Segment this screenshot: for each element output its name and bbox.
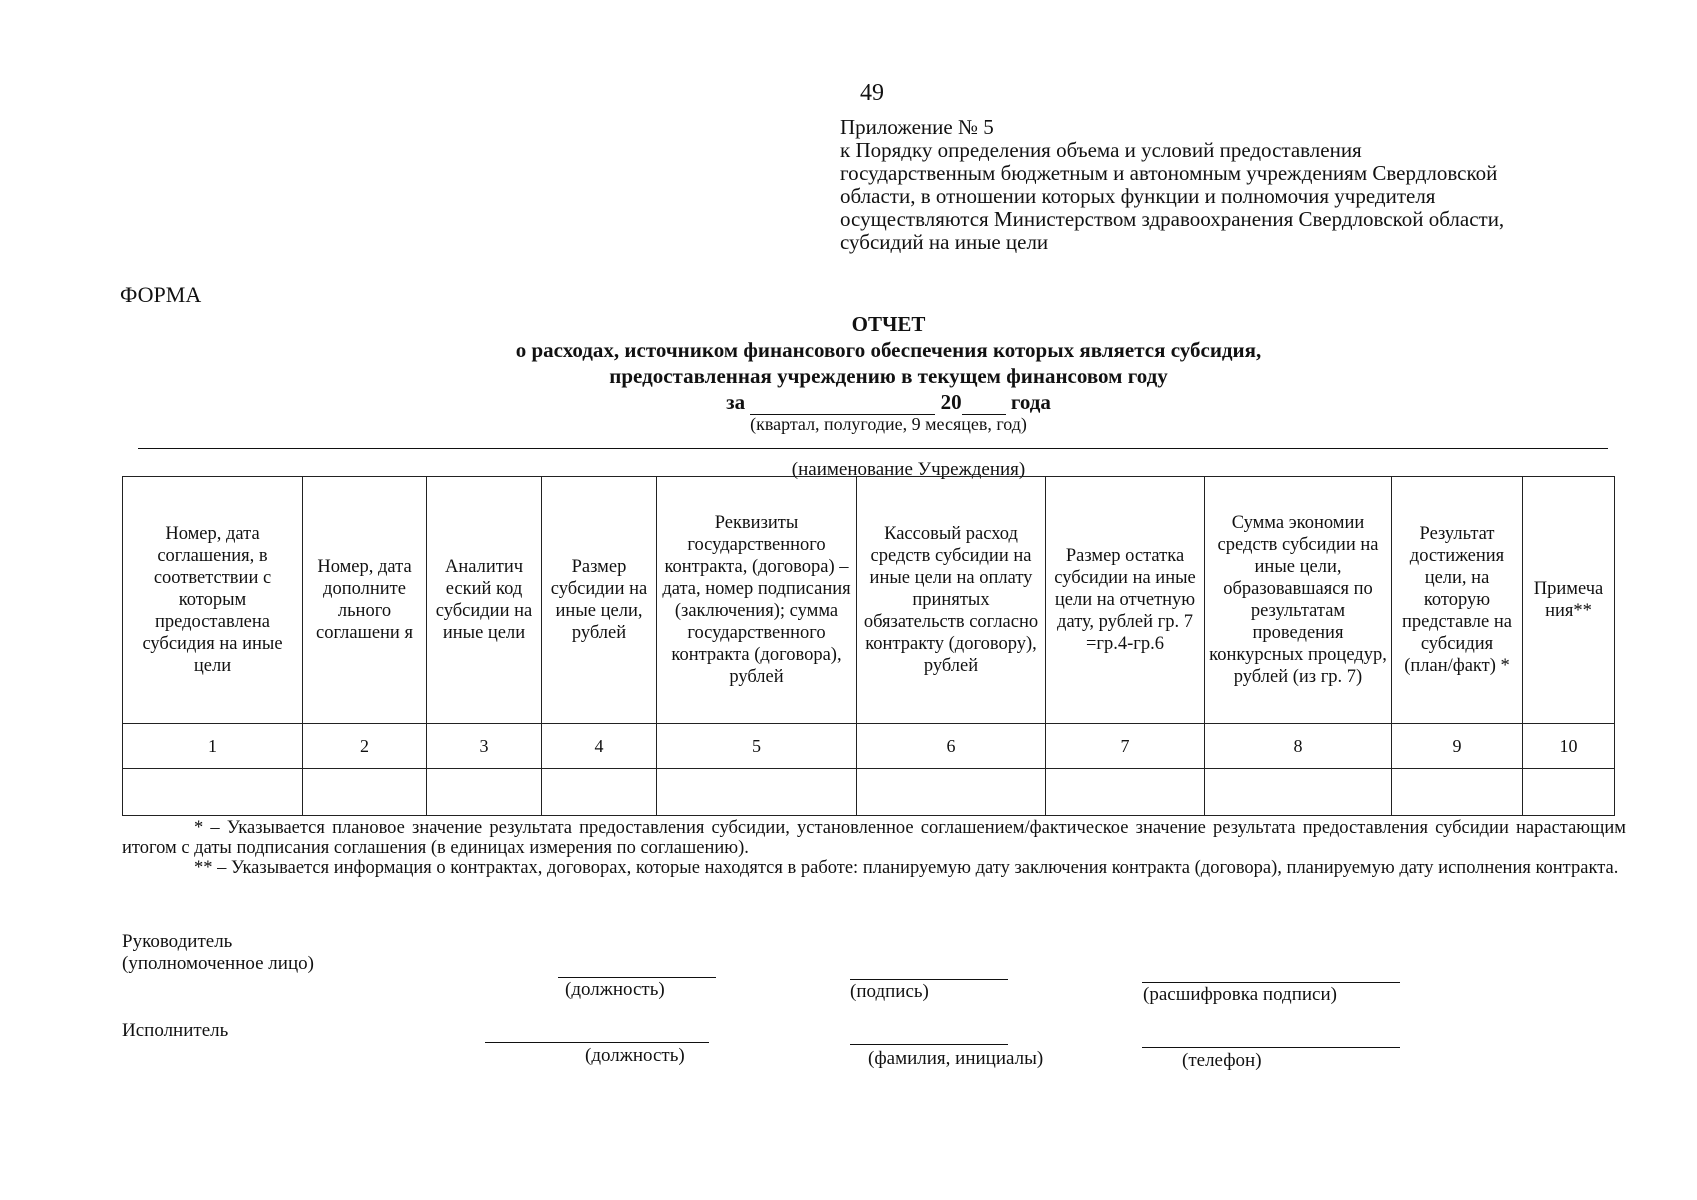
column-number: 5 <box>657 724 857 769</box>
table-data-row <box>123 769 1615 816</box>
year-blank[interactable] <box>962 389 1006 415</box>
exec-name-line[interactable] <box>850 1044 1008 1045</box>
data-cell[interactable] <box>1523 769 1615 816</box>
data-cell[interactable] <box>123 769 303 816</box>
column-number: 2 <box>303 724 427 769</box>
column-header: Размер остатка субсидии на иные цели на отчетную дату, рублей гр. 7 =гр.4-гр.6 <box>1046 477 1205 724</box>
appendix-header <box>840 116 1640 254</box>
column-number: 10 <box>1523 724 1615 769</box>
footnotes <box>122 818 1626 878</box>
head-signature-caption: (подпись) <box>850 981 929 1002</box>
exec-phone-caption: (телефон) <box>1182 1050 1262 1071</box>
period-prefix: за <box>726 390 746 414</box>
footnote-2: ** – Указывается информация о контрактах, договорах, которые находятся в работе: планируемую дату заключения контракта (договора), планируемую дату исполнения контракта. <box>194 858 1619 878</box>
column-header: Аналитич еский код субсидии на иные цели <box>427 477 542 724</box>
report-subtitle-line2: предоставленная учреждению в текущем финансовом году <box>609 364 1168 388</box>
column-number: 3 <box>427 724 542 769</box>
exec-name-caption: (фамилия, инициалы) <box>868 1048 1044 1069</box>
column-number: 7 <box>1046 724 1205 769</box>
data-cell[interactable] <box>542 769 657 816</box>
data-cell[interactable] <box>657 769 857 816</box>
exec-position-line[interactable] <box>485 1042 709 1043</box>
exec-position-caption: (должность) <box>585 1045 685 1066</box>
column-number: 4 <box>542 724 657 769</box>
appendix-line: осуществляются Министерством здравоохранения Свердловской области, <box>840 207 1505 231</box>
head-position-line[interactable] <box>558 977 716 978</box>
period-hint: (квартал, полугодие, 9 месяцев, год) <box>750 414 1027 434</box>
report-period <box>40 389 1697 415</box>
table-header-row <box>123 477 1615 724</box>
report-title: ОТЧЕТ <box>851 312 926 336</box>
head-decoding-line[interactable] <box>1142 982 1400 983</box>
data-cell[interactable] <box>1046 769 1205 816</box>
head-position-caption: (должность) <box>565 979 665 1000</box>
appendix-line: государственным бюджетным и автономным учреждениям Свердловской <box>840 161 1498 185</box>
column-number: 6 <box>857 724 1046 769</box>
head-decoding-caption: (расшифровка подписи) <box>1143 984 1337 1005</box>
appendix-line: Приложение № 5 <box>840 115 994 139</box>
data-cell[interactable] <box>1205 769 1392 816</box>
column-header: Сумма экономии средств субсидии на иные цели, образовавшаяся по результатам проведения конкурсных процедур, рублей (из гр. 7) <box>1205 477 1392 724</box>
appendix-line: области, в отношении которых функции и полномочия учредителя <box>840 184 1436 208</box>
data-cell[interactable] <box>1392 769 1523 816</box>
data-cell[interactable] <box>303 769 427 816</box>
page-number: 49 <box>860 80 884 106</box>
footnote-1: * – Указывается плановое значение результата предоставления субсидии, установленное соглашением/фактическое значение результата предоставления субсидии нарастающим итогом с даты подписания соглашения (в единицах измерения по соглашению). <box>122 818 1626 858</box>
column-header: Кассовый расход средств субсидии на иные цели на оплату принятых обязательств согласно контракту (договору), рублей <box>857 477 1046 724</box>
institution-hint: (наименование Учреждения) <box>791 459 1026 480</box>
expense-report-table <box>122 476 1615 816</box>
report-subtitle-line1: о расходах, источником финансового обеспечения которых является субсидия, <box>515 338 1262 362</box>
column-header: Результат достижения цели, на которую представле на субсидия (план/факт) * <box>1392 477 1523 724</box>
period-suffix: года <box>1010 390 1051 414</box>
executor-label: Исполнитель <box>122 1020 229 1041</box>
exec-phone-line[interactable] <box>1142 1047 1400 1048</box>
column-number-row <box>123 724 1615 769</box>
data-cell[interactable] <box>857 769 1046 816</box>
period-blank[interactable] <box>750 389 935 415</box>
appendix-line: к Порядку определения объема и условий предоставления <box>840 138 1362 162</box>
column-number: 9 <box>1392 724 1523 769</box>
head-label: Руководитель <box>122 931 233 952</box>
form-label: ФОРМА <box>120 282 202 307</box>
column-header: Номер, дата соглашения, в соответствии с которым предоставлена субсидия на иные цели <box>123 477 303 724</box>
data-cell[interactable] <box>427 769 542 816</box>
appendix-line: субсидий на иные цели <box>840 230 1049 254</box>
column-header: Размер субсидии на иные цели, рублей <box>542 477 657 724</box>
column-header: Номер, дата дополните льного соглашени я <box>303 477 427 724</box>
column-number: 1 <box>123 724 303 769</box>
institution-name-line[interactable] <box>138 448 1608 449</box>
column-number: 8 <box>1205 724 1392 769</box>
period-year: 20 <box>940 390 962 414</box>
column-header: Примеча ния** <box>1523 477 1615 724</box>
head-signature-line[interactable] <box>850 979 1008 980</box>
head-label-sub: (уполномоченное лицо) <box>122 953 314 974</box>
column-header: Реквизиты государственного контракта, (договора) – дата, номер подписания (заключения); сумма государственного контракта (договора), рублей <box>657 477 857 724</box>
